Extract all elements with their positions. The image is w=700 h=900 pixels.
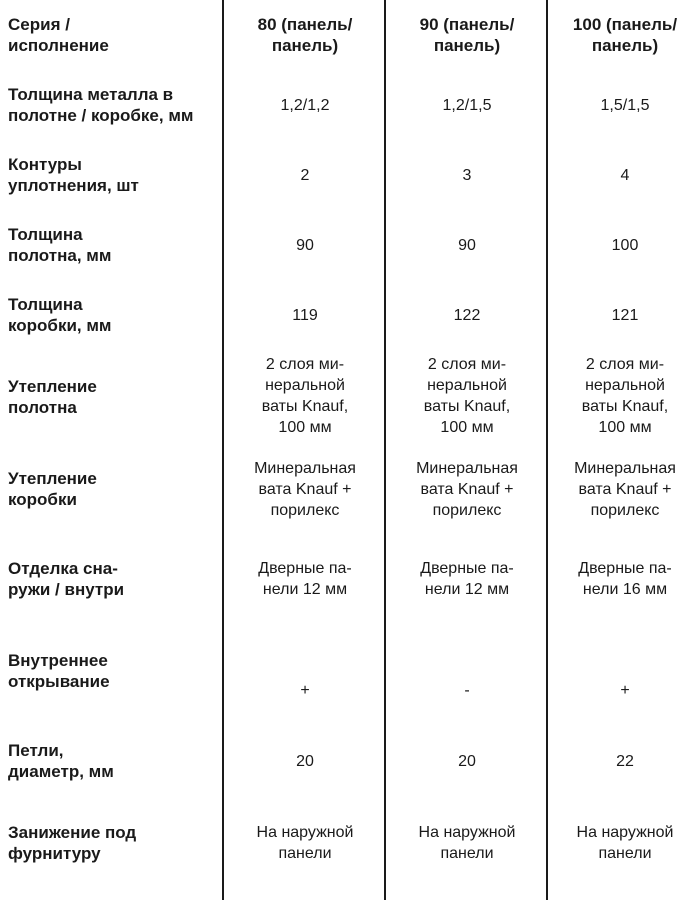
row-value: - <box>464 682 470 699</box>
header-cell-90: 90 (панель/ панель) <box>419 15 515 55</box>
row-label: Петли, диаметр, мм <box>8 741 114 781</box>
row-value: + <box>300 682 310 699</box>
row-value: 20 <box>458 753 476 770</box>
row-value: 90 <box>296 237 314 254</box>
row-value: 3 <box>462 167 472 184</box>
row-label: Занижение под фурнитуру <box>8 823 137 863</box>
row-value: Минеральная вата Knauf + порилекс <box>254 460 356 519</box>
row-value: + <box>620 682 630 699</box>
row-value: 90 <box>458 237 476 254</box>
row-label: Внутреннее открывание <box>8 651 110 691</box>
row-value: Дверные па- нели 16 мм <box>578 560 672 598</box>
row-value: 119 <box>292 307 318 324</box>
row-label: Толщина полотна, мм <box>8 225 112 265</box>
row-label: Толщина металла в полотне / коробке, мм <box>8 85 194 125</box>
row-value: На наружной панели <box>418 824 516 862</box>
row-value: На наружной панели <box>576 824 674 862</box>
row-value: 2 слоя ми- неральной ваты Knauf, 100 мм <box>261 356 349 436</box>
row-value: Дверные па- нели 12 мм <box>420 560 514 598</box>
row-value: 2 <box>300 167 310 184</box>
row-value: 1,5/1,5 <box>600 97 650 114</box>
row-value: На наружной панели <box>256 824 354 862</box>
header-cell-100: 100 (панель/ панель) <box>572 15 678 55</box>
header-cell-80: 80 (панель/ панель) <box>257 15 353 55</box>
row-value: 2 слоя ми- неральной ваты Knauf, 100 мм <box>423 356 511 436</box>
row-value: 1,2/1,2 <box>280 97 330 114</box>
row-label: Толщина коробки, мм <box>8 295 112 335</box>
column-divider <box>546 0 548 900</box>
row-value: 2 слоя ми- неральной ваты Knauf, 100 мм <box>581 356 669 436</box>
row-value: 100 <box>611 237 639 254</box>
row-value: 122 <box>453 307 481 324</box>
row-value: 1,2/1,5 <box>442 97 492 114</box>
row-value: 22 <box>616 753 634 770</box>
row-value: 20 <box>296 753 314 770</box>
row-label: Отделка сна- ружи / внутри <box>8 559 125 599</box>
row-value: Минеральная вата Knauf + порилекс <box>574 460 676 519</box>
column-divider <box>222 0 224 900</box>
row-value: 121 <box>611 307 639 324</box>
row-label: Утепление полотна <box>8 377 97 417</box>
header-label: Серия / исполнение <box>8 15 109 55</box>
column-divider <box>384 0 386 900</box>
row-value: Дверные па- нели 12 мм <box>258 560 352 598</box>
row-label: Контуры уплотнения, шт <box>8 155 139 195</box>
row-value: 4 <box>620 167 630 184</box>
row-label: Утепление коробки <box>8 469 97 509</box>
row-value: Минеральная вата Knauf + порилекс <box>416 460 518 519</box>
